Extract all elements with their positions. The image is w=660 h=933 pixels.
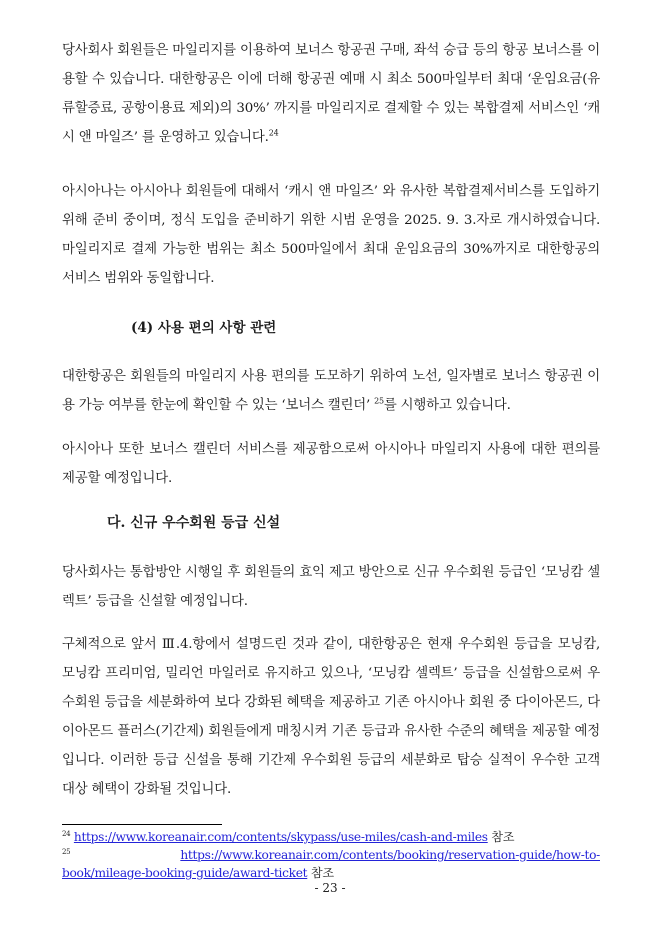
paragraph-bonus-calendar	[62, 362, 600, 420]
footnote-25-link-part1[interactable]: https://www.koreanair.com/contents/booking/reservation-guide/how-to-	[180, 848, 600, 862]
footnote-25-line1	[62, 846, 600, 864]
page-number: - 23 -	[314, 881, 346, 895]
section-heading-new-tier: 다. 신규 우수회원 등급 신설	[107, 515, 281, 531]
footnote-ref-25[interactable]: 25	[374, 396, 384, 406]
footnote-separator	[62, 824, 222, 825]
footnote-25-line2	[62, 864, 600, 882]
paragraph-asiana-cash-and-miles: 아시아나는 아시아나 회원들에 대해서 ‘캐시 앤 마일즈’ 와 유사한 복합결제서비스를 도입하기 위해 준비 중이며, 정식 도입을 준비하기 위한 시범 운영을 2025. 9. 3.자로 개시하였습니다. 마일리지로 결제 가능한 범위는 최소 500마일에서 최대 운임요금의 30%까지로 대한항공의 서비스 범위와 동일합니다.	[62, 184, 600, 286]
paragraph-text: 를 시행하고 있습니다.	[383, 398, 511, 413]
paragraph-asiana-bonus-calendar: 아시아나 또한 보너스 캘린더 서비스를 제공함으로써 아시아나 마일리지 사용에 대한 편의를 제공할 예정입니다.	[62, 442, 600, 486]
footnote-25-link-part2[interactable]: book/mileage-booking-guide/award-ticket	[62, 866, 308, 880]
footnote-suffix: 참조	[307, 866, 334, 880]
footnote-number: 25	[62, 847, 71, 856]
paragraph-morning-calm-select: 당사회사는 통합방안 시행일 후 회원들의 효익 제고 방안으로 신규 우수회원 등급인 ‘모닝캄 셀렉트’ 등급을 신설할 예정입니다.	[62, 565, 600, 609]
subsection-heading-usage-convenience: (4) 사용 편의 사항 관련	[131, 320, 277, 336]
footnote-suffix: 참조	[487, 830, 515, 844]
paragraph-cash-and-miles	[62, 36, 600, 152]
paragraph-text: 대한항공은 회원들의 마일리지 사용 편의를 도모하기 위하여 노선, 일자별로 보너스 항공권 이용 가능 여부를 한눈에 확인할 수 있는 ‘보너스 캘린더’	[62, 369, 600, 413]
paragraph-text: 당사회사 회원들은 마일리지를 이용하여 보너스 항공권 구매, 좌석 승급 등의 항공 보너스를 이용할 수 있습니다. 대한항공은 이에 더해 항공권 예매 시 최소 500마일부터 최대 ‘운임요금(유류할증료, 공항이용료 제외)의 30%’ 까지를 마일리지로 결제할 수 있는 복합결제 서비스인 ‘캐시 앤 마일즈’ 를 운영하고 있습니다.	[62, 43, 600, 145]
footnote-number: 24	[62, 829, 71, 838]
footnote-24	[62, 828, 600, 846]
footnote-ref-24[interactable]: 24	[268, 128, 279, 138]
paragraph-tier-details: 구체적으로 앞서 Ⅲ.4.항에서 설명드린 것과 같이, 대한항공은 현재 우수회원 등급을 모닝캄, 모닝캄 프리미엄, 밀리언 마일러로 유지하고 있으나, ‘모닝캄 셀렉트’ 등급을 신설함으로써 우수회원 등급을 세분화하여 보다 강화된 혜택을 제공하고 기존 아시아나 회원 중 다이아몬드, 다이아몬드 플러스(기간제) 회원들에게 매칭시켜 기존 등급과 유사한 수준의 혜택을 제공할 예정입니다. 이러한 등급 신설을 통해 기간제 우수회원 등급의 세분화로 탑승 실적이 우수한 고객 대상 혜택이 강화될 것입니다.	[62, 637, 600, 797]
footnote-24-link[interactable]: https://www.koreanair.com/contents/skypass/use-miles/cash-and-miles	[73, 830, 488, 844]
